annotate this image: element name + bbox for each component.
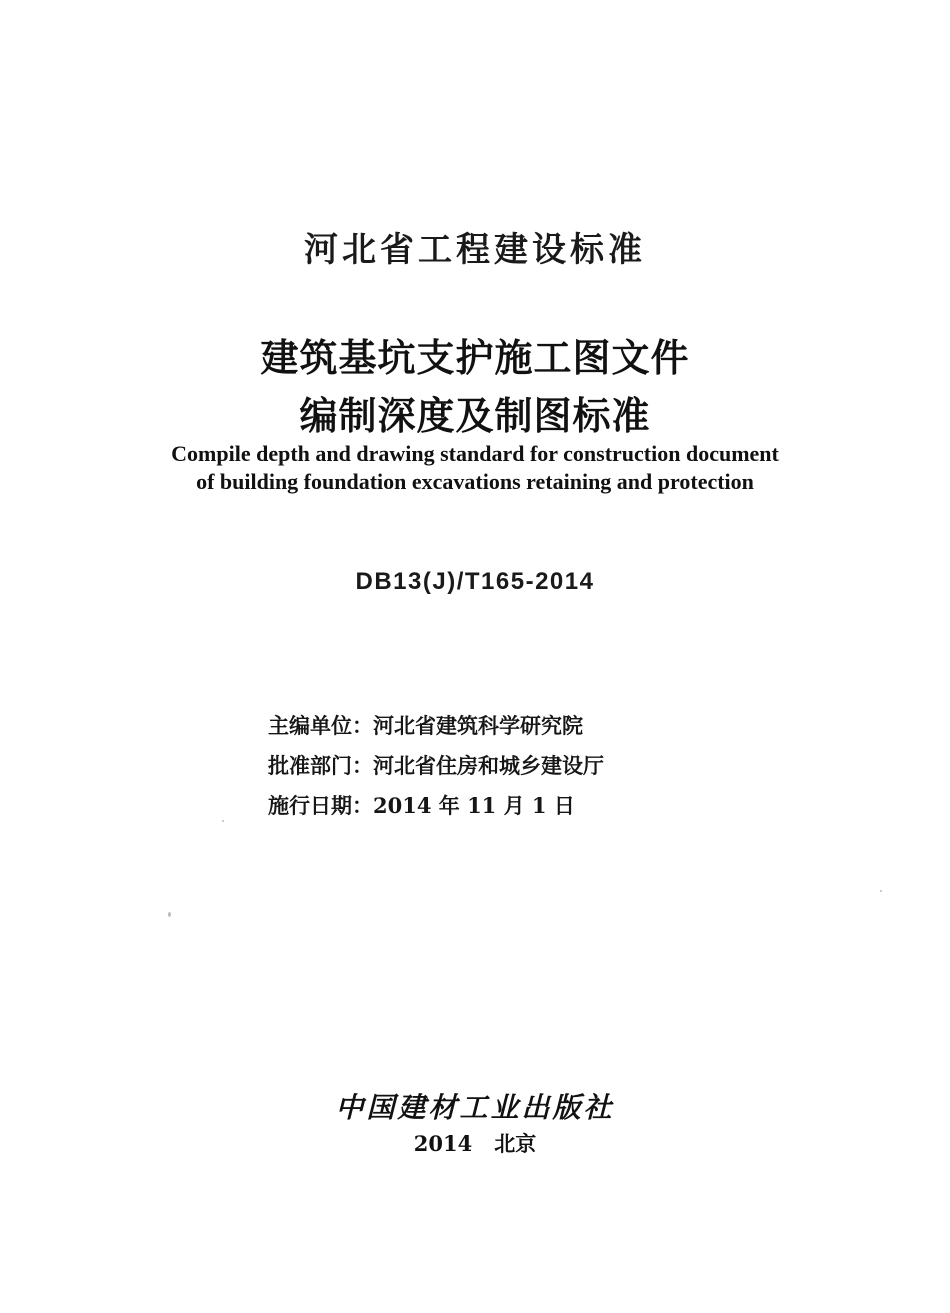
publication-city: 北京 — [494, 1131, 537, 1156]
scan-speck — [222, 820, 224, 822]
effective-date-row — [268, 786, 604, 826]
info-label: 施行日期： — [268, 793, 373, 818]
scan-speck — [168, 912, 171, 917]
document-title-line-2: 编制深度及制图标准 — [299, 393, 651, 438]
english-title-line-2: of building foundation excavations retaining and protection — [196, 469, 754, 494]
scan-speck — [880, 890, 882, 892]
info-value: 河北省住房和城乡建设厅 — [373, 753, 604, 778]
standard-series: 河北省工程建设标准 — [304, 230, 646, 270]
approval-department-row — [268, 746, 604, 786]
document-title-line-1: 建筑基坑支护施工图文件 — [260, 335, 690, 380]
english-title-line-1: Compile depth and drawing standard for construction document — [171, 441, 779, 466]
standard-code: DB13(J)/T165-2014 — [355, 568, 595, 595]
info-label: 主编单位： — [268, 713, 373, 738]
publication-year: 2014 — [413, 1131, 473, 1156]
chief-editor-row — [268, 706, 604, 746]
standard-info-block — [268, 706, 604, 826]
info-label: 批准部门： — [268, 753, 373, 778]
publication-line — [0, 1128, 950, 1158]
info-value: 河北省建筑科学研究院 — [373, 713, 583, 738]
publisher-name: 中国建材工业出版社 — [335, 1091, 615, 1124]
info-value: 2014 年 11 月 1 日 — [373, 793, 575, 818]
